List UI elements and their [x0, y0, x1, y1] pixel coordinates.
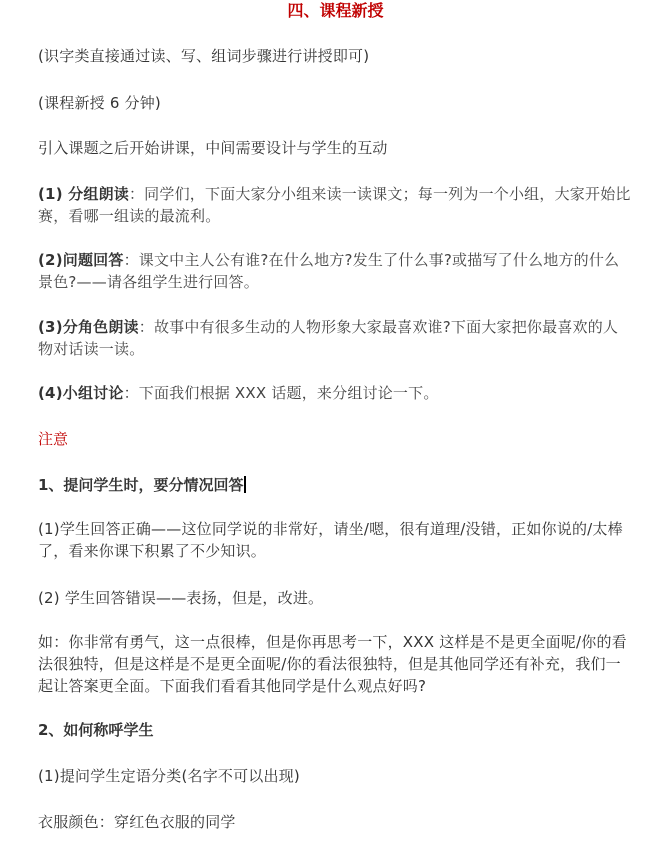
answer-wrong-paragraph: (2) 学生回答错误——表扬，但是，改进。	[38, 589, 324, 607]
addressing-rule: (1)提问学生定语分类(名字不可以出现)	[38, 767, 300, 785]
activity-item	[38, 183, 633, 227]
answer-correct-paragraph: (1)学生回答正确——这位同学说的非常好，请坐/嗯，很有道理/没错，正如你说的/太棒了，看来你课下积累了不少知识。	[38, 520, 623, 560]
activity-item-lead: (1) 分组朗读	[38, 185, 129, 203]
section-heading-text: 1、提问学生时，要分情况回答	[38, 476, 244, 494]
intro-note: (识字类直接通过读、写、组词步骤进行讲授即可)	[38, 47, 370, 65]
activity-item-body: ：下面我们根据 XXX 话题，来分组讨论一下。	[123, 384, 439, 402]
intro-paragraph: 引入课题之后开始讲课，中间需要设计与学生的互动	[38, 139, 388, 157]
section-title: 四、课程新授	[287, 1, 384, 20]
text-cursor	[244, 476, 246, 493]
activity-item	[38, 382, 633, 404]
note-label: 注意	[38, 430, 69, 448]
activity-item-lead: (2)问题回答	[38, 251, 124, 269]
clothing-color-example: 衣服颜色：穿红色衣服的同学	[38, 813, 236, 831]
activity-item-body: ：故事中有很多生动的人物形象大家最喜欢谁?下面大家把你最喜欢的人物对话读一读。	[38, 318, 619, 358]
activity-item	[38, 249, 633, 293]
activity-item-body: ：课文中主人公有谁?在什么地方?发生了什么事?或描写了什么地方的什么景色?——请各组学生进行回答。	[38, 251, 620, 291]
section-heading: 2、如何称呼学生	[38, 721, 154, 739]
section-heading	[38, 474, 633, 496]
example-paragraph: 如：你非常有勇气，这一点很棒，但是你再思考一下，XXX 这样是不是更全面呢/你的看法很独特，但是这样是不是更全面呢/你的看法很独特，但是其他同学还有补充，我们一起让答案更全面。下面我们看看其他同学是什么观点好吗?	[38, 633, 627, 695]
activity-item-body: ：同学们，下面大家分小组来读一读课文；每一列为一个小组，大家开始比赛，看哪一组读的最流利。	[38, 185, 631, 225]
activity-item	[38, 316, 633, 360]
time-note: (课程新授 6 分钟)	[38, 94, 161, 112]
activity-item-lead: (3)分角色朗读	[38, 318, 139, 336]
activity-item-lead: (4)小组讨论	[38, 384, 124, 402]
